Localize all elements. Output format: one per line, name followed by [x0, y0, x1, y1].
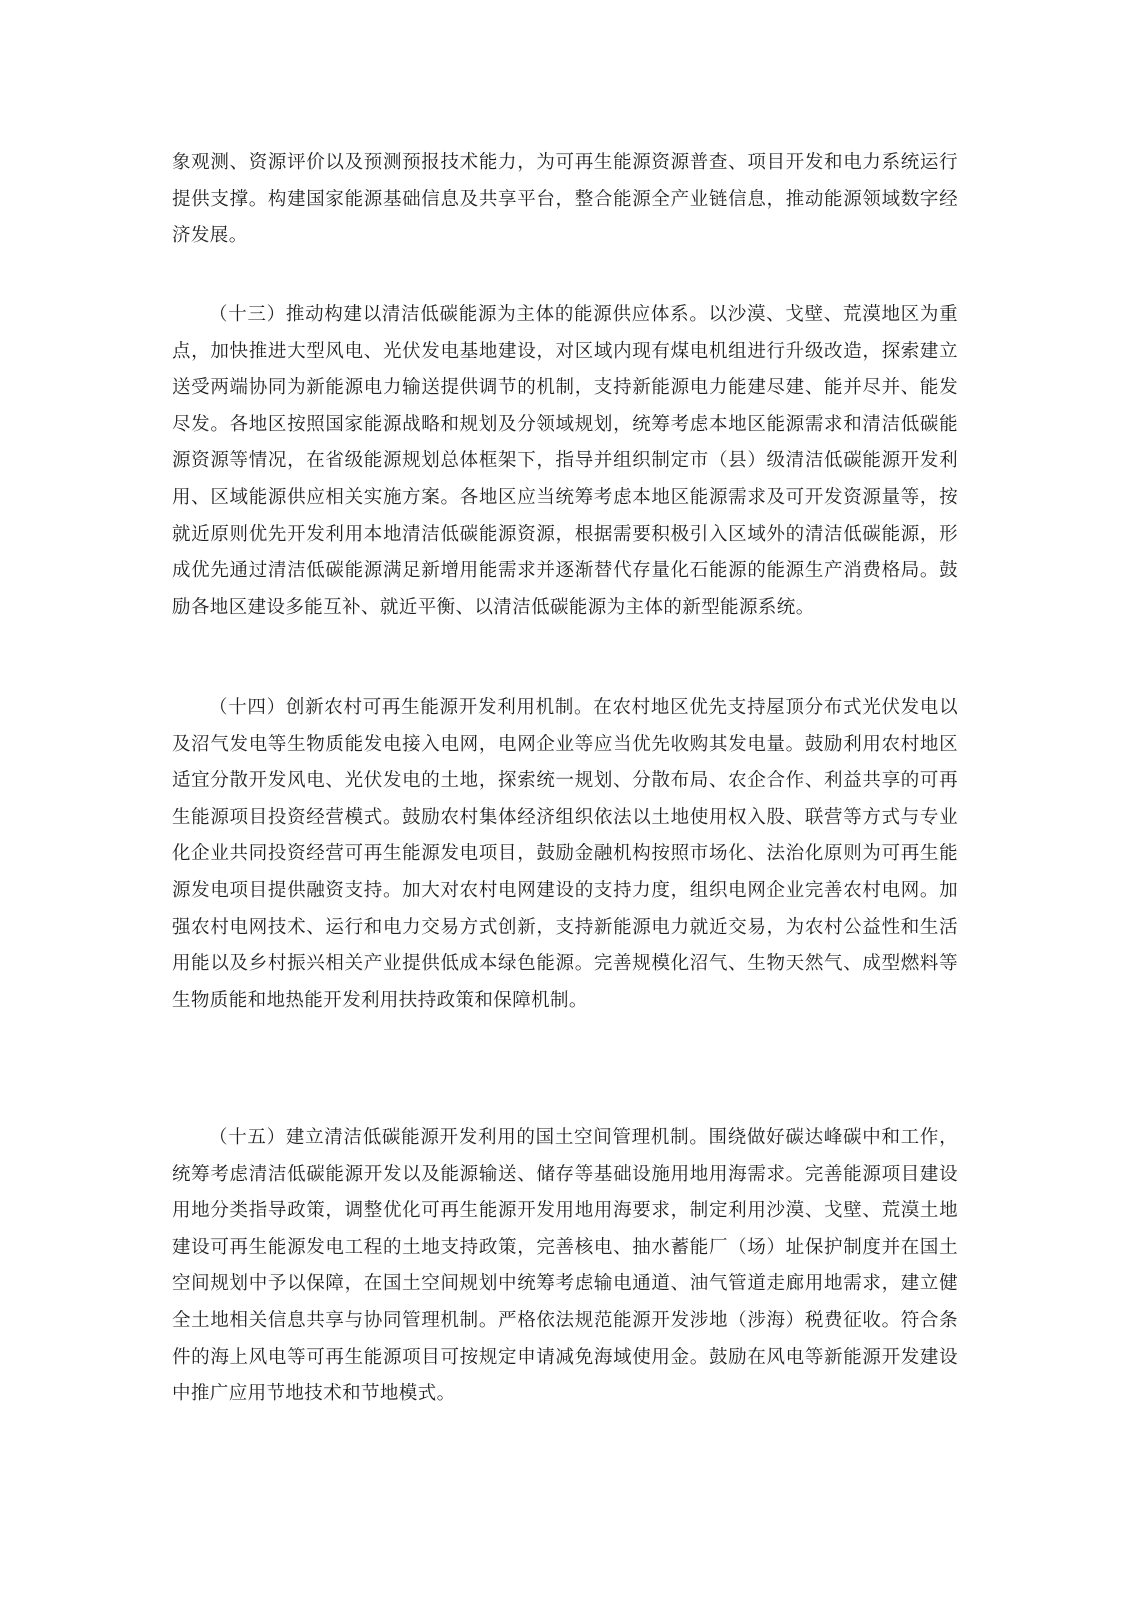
paragraph-section-13-energy-supply-system: （十三）推动构建以清洁低碳能源为主体的能源供应体系。以沙漠、戈壁、荒漠地区为重点，加快推进大型风电、光伏发电基地建设，对区域内现有煤电机组进行升级改造，探索建立送受两端协同为新能源电力输送提供调节的机制，支持新能源电力能建尽建、能并尽并、能发尽发。各地区按照国家能源战略和规划及分领域规划，统筹考虑本地区能源需求和清洁低碳能源资源等情况，在省级能源规划总体框架下，指导并组织制定市（县）级清洁低碳能源开发利用、区域能源供应相关实施方案。各地区应当统筹考虑本地区能源需求及可开发资源量等，按就近原则优先开发利用本地清洁低碳能源资源，根据需要积极引入区域外的清洁低碳能源，形成优先通过清洁低碳能源满足新增用能需求并逐渐替代存量化石能源的能源生产消费格局。鼓励各地区建设多能互补、就近平衡、以清洁低碳能源为主体的新型能源系统。: [172, 304, 958, 618]
paragraph-section-15-land-space-management: （十五）建立清洁低碳能源开发利用的国土空间管理机制。围绕做好碳达峰碳中和工作，统筹考虑清洁低碳能源开发以及能源输送、储存等基础设施用地用海需求。完善能源项目建设用地分类指导政策，调整优化可再生能源开发用地用海要求，制定利用沙漠、戈壁、荒漠土地建设可再生能源发电工程的土地支持政策，完善核电、抽水蓄能厂（场）址保护制度并在国土空间规划中予以保障，在国土空间规划中统筹考虑输电通道、油气管道走廊用地需求，建立健全土地相关信息共享与协同管理机制。严格依法规范能源开发涉地（涉海）税费征收。符合条件的海上风电等可再生能源项目可按规定申请减免海域使用金。鼓励在风电等新能源开发建设中推广应用节地技术和节地模式。: [172, 1127, 958, 1405]
paragraph-section-14-rural-renewable-energy: （十四）创新农村可再生能源开发利用机制。在农村地区优先支持屋顶分布式光伏发电以及沼气发电等生物质能发电接入电网，电网企业等应当优先收购其发电量。鼓励利用农村地区适宜分散开发风电、光伏发电的土地，探索统一规划、分散布局、农企合作、利益共享的可再生能源项目投资经营模式。鼓励农村集体经济组织依法以土地使用权入股、联营等方式与专业化企业共同投资经营可再生能源发电项目，鼓励金融机构按照市场化、法治化原则为可再生能源发电项目提供融资支持。加大对农村电网建设的支持力度，组织电网企业完善农村电网。加强农村电网技术、运行和电力交易方式创新，支持新能源电力就近交易，为农村公益性和生活用能以及乡村振兴相关产业提供低成本绿色能源。完善规模化沼气、生物天然气、成型燃料等生物质能和地热能开发利用扶持政策和保障机制。: [172, 697, 958, 1011]
paragraph-continued-from-previous-page: 象观测、资源评价以及预测预报技术能力，为可再生能源资源普查、项目开发和电力系统运行提供支撑。构建国家能源基础信息及共享平台，整合能源全产业链信息，推动能源领域数字经济发展。: [172, 152, 958, 247]
